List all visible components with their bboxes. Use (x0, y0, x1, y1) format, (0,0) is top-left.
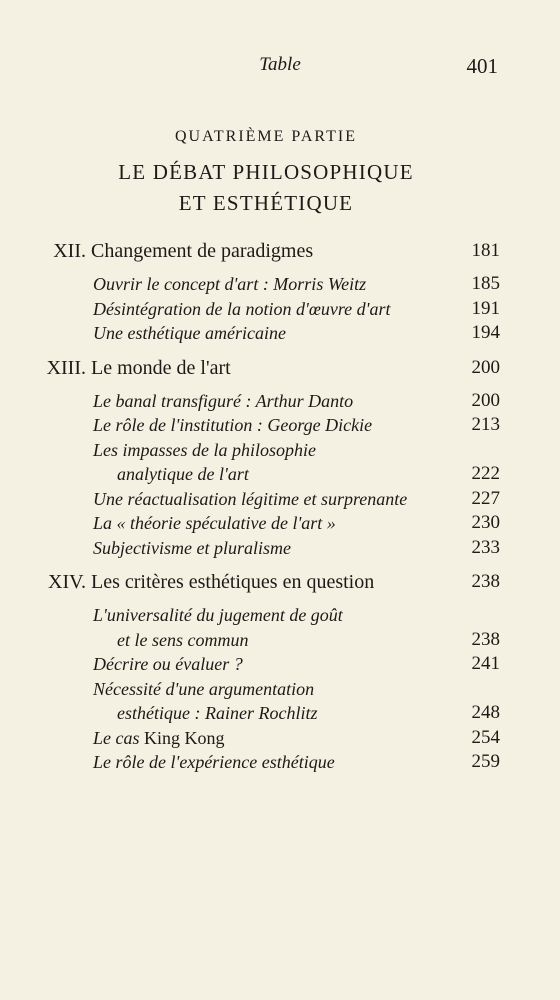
section-page: 241 (471, 653, 500, 674)
section-title: L'universalité du jugement de goût (93, 605, 343, 625)
section-title: Le rôle de l'expérience esthétique (93, 752, 335, 772)
section-entry (0, 750, 560, 775)
section-entry (0, 511, 560, 536)
chapter-number: XII. (53, 240, 86, 262)
section-title-continuation: esthétique : Rainer Rochlitz (117, 703, 318, 723)
section-entry (0, 389, 560, 414)
section-entry (0, 413, 560, 438)
chapter-page: 200 (471, 356, 500, 378)
header-page-number: 401 (466, 54, 498, 78)
chapter-page: 181 (471, 240, 500, 261)
section-page: 259 (471, 751, 500, 772)
section-page: 254 (471, 726, 500, 748)
section-title: Subjectivisme et pluralisme (93, 537, 291, 558)
section-title: Décrire ou évaluer ? (93, 654, 243, 674)
section-page: 213 (471, 414, 500, 435)
chapter-heading (0, 240, 560, 268)
section-title: Une esthétique américaine (93, 323, 286, 343)
chapter-heading (0, 357, 560, 385)
section-page: 222 (471, 463, 500, 484)
section-title: Le rôle de l'institution : George Dickie (93, 415, 373, 435)
section-page: 227 (471, 487, 500, 509)
section-title-continuation: et le sens commun (117, 629, 249, 650)
table-of-contents (0, 240, 560, 775)
section-title: Nécessité d'une argumentation (93, 678, 315, 699)
chapter-xiii (0, 357, 560, 561)
header-title: Table (259, 54, 301, 75)
chapter-heading (0, 571, 560, 599)
chapter-xiv (0, 571, 560, 775)
section-page: 233 (471, 536, 500, 558)
chapter-number: XIII. (46, 356, 86, 379)
section-page: 191 (471, 297, 500, 319)
section-page: 230 (471, 512, 500, 533)
part-label: QUATRIÈME PARTIE (174, 128, 357, 145)
chapter-number: XIV. (48, 571, 86, 593)
section-entry (0, 677, 560, 726)
section-title: Désintégration de la notion d'œuvre d'art (93, 298, 391, 319)
section-page: 238 (471, 628, 500, 650)
section-page: 248 (471, 702, 500, 723)
section-entry (0, 536, 560, 561)
section-title-upright: King Kong (144, 727, 225, 748)
part-title-line2: ET ESTHÉTIQUE (178, 191, 354, 215)
section-page: 185 (471, 273, 500, 294)
section-entry (0, 438, 560, 487)
section-entry (0, 297, 560, 322)
chapter-title: Changement de paradigmes (91, 240, 314, 262)
section-page: 194 (471, 322, 500, 343)
section-title-prefix: Le cas (93, 727, 140, 748)
section-title: Une réactualisation légitime et surprenante (93, 488, 408, 509)
part-title-line1: LE DÉBAT PHILOSOPHIQUE (118, 160, 414, 184)
section-entry (0, 603, 560, 652)
chapter-page: 238 (471, 571, 500, 592)
section-title: La « théorie spéculative de l'art » (93, 513, 336, 533)
section-entry (0, 652, 560, 677)
section-title-continuation: analytique de l'art (117, 464, 249, 484)
chapter-title: Les critères esthétiques en question (91, 571, 375, 593)
section-title: Les impasses de la philosophie (93, 439, 316, 460)
section-title-mixed (93, 726, 453, 751)
section-entry (0, 272, 560, 297)
section-entry (0, 487, 560, 512)
section-entry (0, 321, 560, 346)
section-entry (0, 726, 560, 751)
section-page: 200 (471, 389, 500, 411)
section-title: Le banal transfiguré : Arthur Danto (93, 390, 354, 411)
section-title: Ouvrir le concept d'art : Morris Weitz (93, 274, 367, 294)
chapter-xii (0, 240, 560, 346)
chapter-title: Le monde de l'art (91, 356, 231, 379)
